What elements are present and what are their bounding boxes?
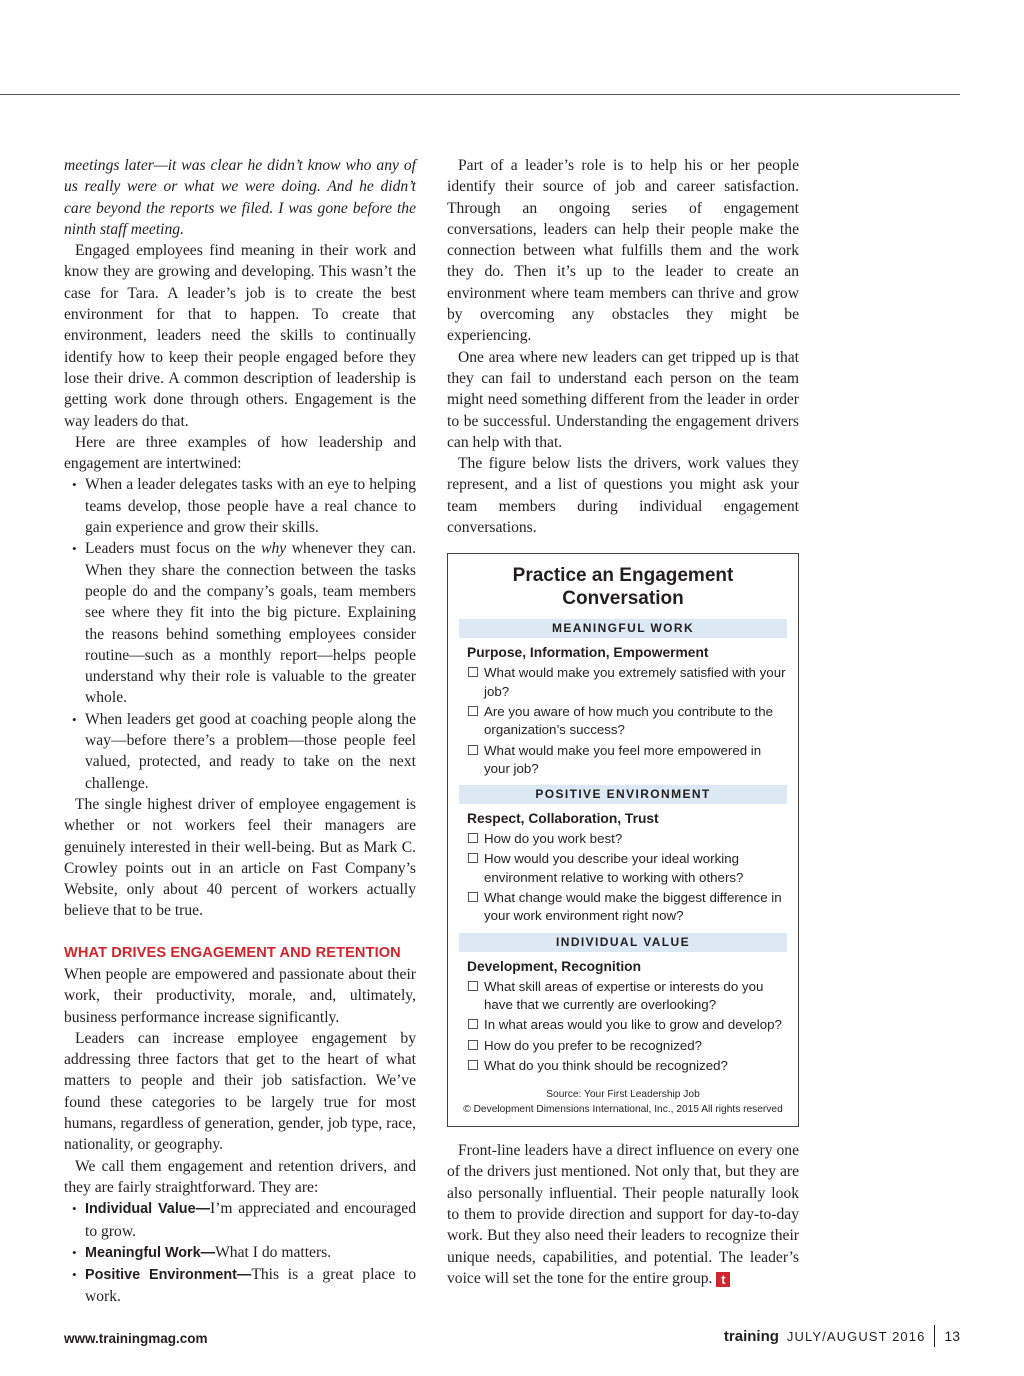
paragraph: Part of a leader’s role is to help his or her people identify their source of job and career satisfaction. Through an ongoing series of engagement conversations, leaders can help their people make the connection between what fulfills them and the work they do. Then it’s up to the leader to create an environment where team members can thrive and grow by overcoming any obstacles they might be experiencing. <box>447 157 799 345</box>
paragraph: Here are three examples of how leadership and engagement are intertwined: <box>64 433 416 473</box>
end-mark-icon: t <box>716 1272 730 1287</box>
category-values: Purpose, Information, Empowerment <box>467 645 709 661</box>
list-item: • Positive Environment—This is a great place to work. <box>64 1264 416 1308</box>
list-item: • Leaders must focus on the why whenever they can. When they share the connection between the tasks people do and the company’s goals, team members see where they fit into the big picture. Explaining the reasons behind something employees consider routine—such as a monthly report—helps people understand why their role is valuable to the greater whole. <box>64 538 416 708</box>
checkbox-icon <box>468 892 478 902</box>
question-item: Are you aware of how much you contribute to the organization’s success? <box>459 703 787 740</box>
right-column <box>447 155 799 1289</box>
intro-quote: meetings later—it was clear he didn’t know who any of us really were or what we were doing. And he didn’t care beyond the reports we filed. I was gone before the ninth staff meeting. <box>64 157 416 238</box>
page-number: 13 <box>944 1328 960 1344</box>
footer-issue: JULY/AUGUST 2016 <box>786 1328 926 1344</box>
footer-brand: training <box>723 1327 779 1345</box>
question-item: What change would make the biggest difference in your work environment right now? <box>459 889 787 926</box>
paragraph: Front-line leaders have a direct influence on every one of the drivers just mentioned. Not only that, but they are also personally influential. Their people naturally look to them to provide direction and support for day-to-day work. But they also need their leaders to recognize their unique needs, capabilities, and potential. The leader’s voice will set the tone for the entire group. t <box>447 1142 799 1287</box>
footer-divider <box>934 1325 935 1347</box>
category-values: Respect, Collaboration, Trust <box>467 811 659 827</box>
paragraph: The single highest driver of employee engagement is whether or not workers feel their managers are genuinely interested in their well-being. But as Mark C. Crowley points out in an article on Fast Company’s Website, only about 40 percent of workers actually believe that to be true. <box>64 795 416 920</box>
checkbox-icon <box>468 1060 478 1070</box>
left-column <box>64 155 416 1308</box>
list-item: • When leaders get good at coaching people along the way—before there’s a problem—those people feel valued, protected, and ready to take on the next challenge. <box>64 709 416 794</box>
header-rule <box>0 94 960 95</box>
question-item: How do you prefer to be recognized? <box>459 1037 787 1055</box>
question-item: How would you describe your ideal working environment relative to working with others? <box>459 850 787 887</box>
examples-list <box>64 474 416 793</box>
list-item: • When a leader delegates tasks with an eye to helping teams develop, those people have a real chance to gain experience and grow their skills. <box>64 474 416 538</box>
list-item: • Meaningful Work—What I do matters. <box>64 1242 416 1264</box>
category-positive-environment <box>459 785 787 925</box>
checkbox-icon <box>468 706 478 716</box>
sidebar-title: Practice an Engagement Conversation <box>512 565 734 610</box>
question-item: What would make you extremely satisfied with your job? <box>459 664 787 701</box>
category-individual-value <box>459 933 787 1075</box>
question-item: What would make you feel more empowered in your job? <box>459 742 787 779</box>
checkbox-icon <box>468 833 478 843</box>
paragraph: When people are empowered and passionate about their work, their productivity, morale, and, ultimately, business performance increase significantly. <box>64 965 416 1026</box>
checkbox-icon <box>468 981 478 991</box>
paragraph: Leaders can increase employee engagement by addressing three factors that get to the heart of what matters to people and their job satisfaction. We’ve found these categories to be largely true for most humans, regardless of generation, gender, job type, race, nationality, or geography. <box>64 1029 416 1154</box>
sidebar-source: Source: Your First Leadership Job © Development Dimensions International, Inc., 2015 All rights reserved <box>463 1089 783 1116</box>
footer-website: www.trainingmag.com <box>64 1331 208 1346</box>
drivers-list <box>64 1198 416 1307</box>
category-header: MEANINGFUL WORK <box>459 619 787 638</box>
paragraph: One area where new leaders can get tripped up is that they can fail to understand each person on the team might need something different from the leader in order to be successful. Understanding the engagement drivers can help with that. <box>447 348 799 451</box>
question-item: What skill areas of expertise or interests do you have that we currently are overlooking? <box>459 978 787 1015</box>
engagement-conversation-sidebar <box>447 553 799 1127</box>
checkbox-icon <box>468 853 478 863</box>
question-item: How do you work best? <box>459 830 787 848</box>
footer-folio <box>724 1325 960 1347</box>
paragraph: We call them engagement and retention drivers, and they are fairly straightforward. They are: <box>64 1157 416 1196</box>
category-header: POSITIVE ENVIRONMENT <box>459 785 787 804</box>
paragraph: Engaged employees find meaning in their work and know they are growing and developing. This wasn’t the case for Tara. A leader’s job is to create the best environment for that to happen. To create that environment, leaders need the skills to continually identify how to keep their people engaged before they lose their drive. A common description of leadership is getting work done through others. Engagement is the way leaders do that. <box>64 242 416 430</box>
category-header: INDIVIDUAL VALUE <box>459 933 787 952</box>
list-item: • Individual Value—I’m appreciated and encouraged to grow. <box>64 1198 416 1242</box>
checkbox-icon <box>468 1040 478 1050</box>
category-meaningful-work <box>459 619 787 778</box>
section-heading: WHAT DRIVES ENGAGEMENT AND RETENTION <box>64 944 401 961</box>
question-item: In what areas would you like to grow and develop? <box>459 1016 787 1034</box>
paragraph: The figure below lists the drivers, work values they represent, and a list of questions you might ask your team members during individual engagement conversations. <box>447 455 799 537</box>
checkbox-icon <box>468 745 478 755</box>
category-values: Development, Recognition <box>467 958 642 974</box>
question-item: What do you think should be recognized? <box>459 1057 787 1075</box>
checkbox-icon <box>468 1019 478 1029</box>
checkbox-icon <box>468 667 478 677</box>
